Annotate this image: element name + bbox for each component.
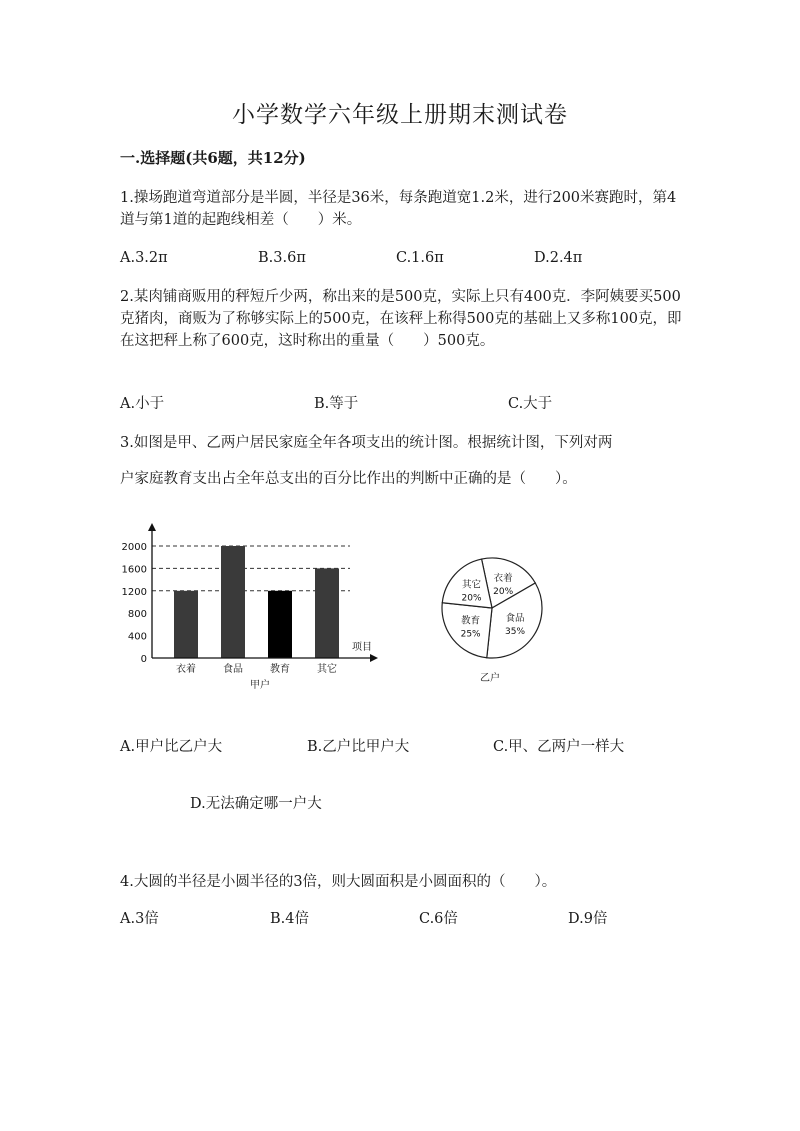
q3-figure: [110, 515, 560, 695]
q3-option-c: C.甲、乙两户一样大: [493, 739, 625, 755]
bar-3: [315, 568, 339, 658]
q3-option-a: A.甲户比乙户大: [120, 739, 223, 755]
q1-option-b: B.3.6π: [258, 250, 306, 266]
question-3-stem-line2: 户家庭教育支出占全年总支出的百分比作出的判断中正确的是（ ）。: [120, 471, 577, 487]
y-tick-label: 800: [127, 609, 147, 621]
q1-option-a: A.3.2π: [120, 250, 168, 266]
x-axis-label: 项目: [352, 642, 372, 653]
x-axis-arrow: [370, 654, 378, 662]
bar-category-label: 衣着: [176, 664, 196, 675]
y-axis-arrow: [148, 523, 156, 531]
q3-option-b: B.乙户比甲户大: [307, 739, 410, 755]
q4-option-a: A.3倍: [120, 911, 159, 927]
section-heading: 一.选择题(共6题，共12分): [120, 149, 306, 167]
q2-option-b: B.等于: [314, 396, 359, 412]
pie-slice-label: 食品: [505, 612, 525, 624]
q3-option-d: D.无法确定哪一户大: [190, 796, 322, 812]
pie-slice-label: 其它: [462, 579, 482, 591]
question-3-stem-line1: 3.如图是甲、乙两户居民家庭全年各项支出的统计图。根据统计图，下列对两: [120, 435, 613, 451]
y-tick-label: 1200: [121, 586, 147, 598]
pie-slice-label: 衣着: [493, 572, 513, 584]
question-1-stem: 1.操场跑道弯道部分是半圆，半径是36米，每条跑道宽1.2米，进行200米赛跑时，第4道与第1道的起跑线相差（ ）米。: [120, 190, 677, 228]
q1-option-d: D.2.4π: [534, 250, 583, 266]
y-tick-label: 1600: [121, 564, 147, 576]
pie-slice-percent: 25%: [460, 629, 481, 640]
bar-0: [174, 591, 198, 658]
y-tick-label: 2000: [121, 542, 147, 553]
pie-slice-label: 教育: [461, 615, 481, 627]
bar-category-label: 食品: [223, 664, 243, 675]
question-2-stem: 2.某肉铺商贩用的秤短斤少两，称出来的是500克，实际上只有400克．李阿姨要买500克猪肉，商贩为了称够实际上的500克，在该秤上称得500克的基础上又多称100克，即在这把秤上称了600克，这时称出的重量（ ）500克。: [120, 289, 682, 349]
pie-slice-percent: 20%: [493, 586, 514, 597]
page-title: 小学数学六年级上册期末测试卷: [232, 102, 568, 128]
bar-2: [268, 591, 292, 658]
bar-category-label: 其它: [317, 664, 337, 675]
bar-chart-caption: 甲户: [250, 680, 270, 691]
q4-option-c: C.6倍: [419, 911, 458, 927]
pie-slice-percent: 20%: [461, 593, 482, 604]
question-4-stem: 4.大圆的半径是小圆半径的3倍，则大圆面积是小圆面积的（ ）。: [120, 874, 557, 890]
y-tick-label: 400: [127, 631, 147, 643]
y-tick-label: 0: [140, 654, 147, 665]
pie-chart-yi: [442, 558, 542, 684]
bar-category-label: 教育: [270, 664, 290, 675]
pie-slice-percent: 35%: [505, 626, 526, 637]
q2-option-c: C.大于: [508, 396, 553, 412]
bar-1: [221, 546, 245, 658]
bar-chart-jia: [122, 523, 378, 691]
q1-option-c: C.1.6π: [396, 250, 444, 266]
q4-option-d: D.9倍: [568, 911, 608, 927]
q4-option-b: B.4倍: [270, 911, 309, 927]
q2-option-a: A.小于: [120, 396, 165, 412]
pie-chart-caption: 乙户: [480, 673, 500, 684]
